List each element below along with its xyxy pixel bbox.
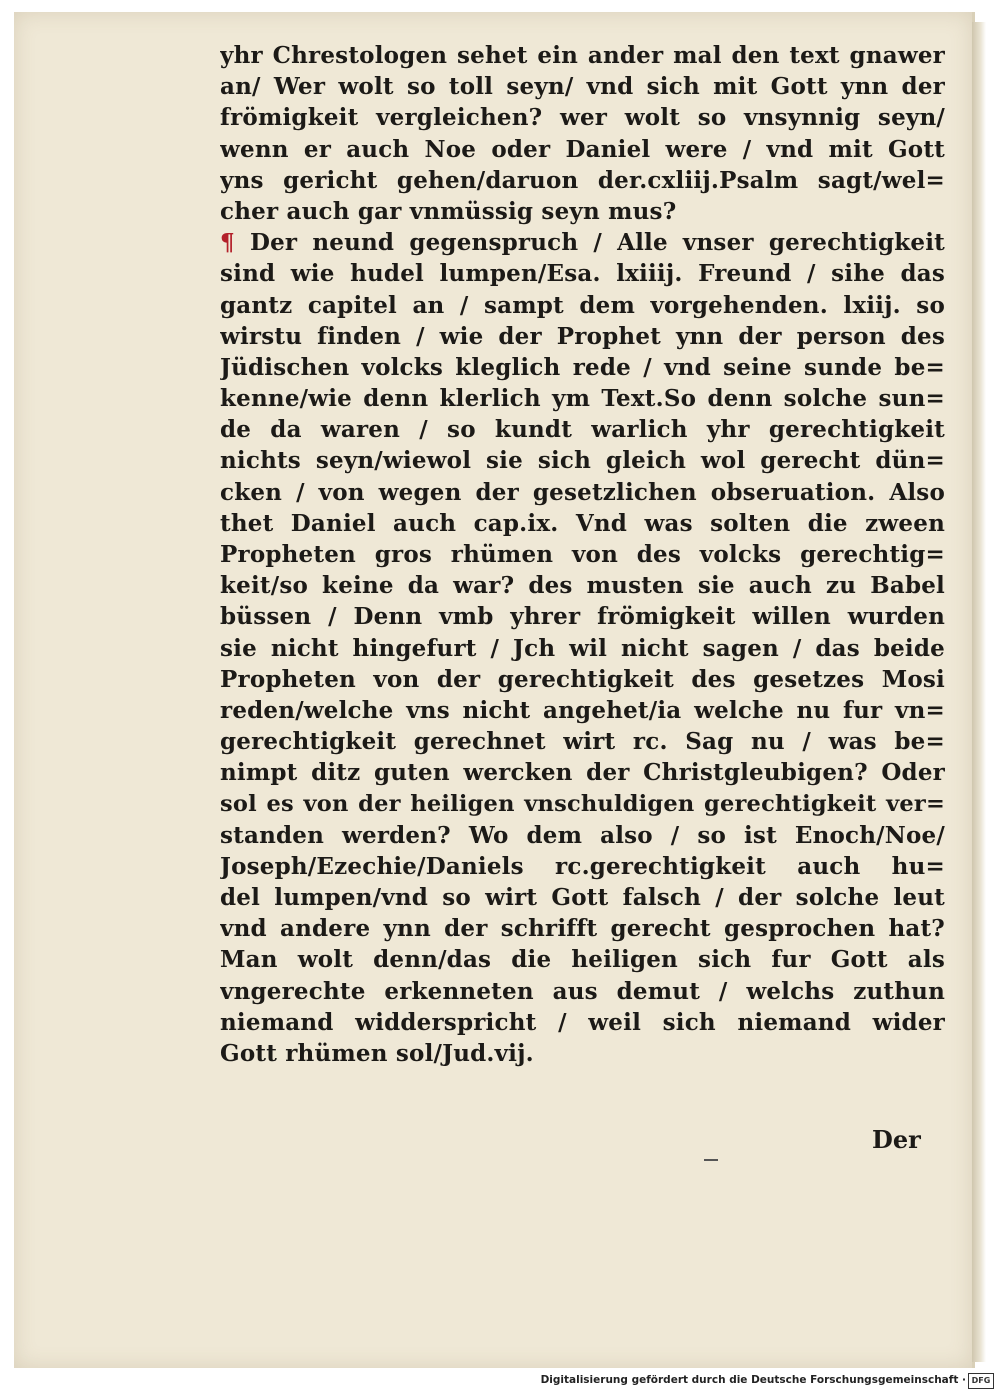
text-block [220, 40, 945, 1069]
text-line: kenne/wie denn klerlich ym Text.So denn solche sun= [220, 385, 945, 413]
text-line: vnd andere ynn der schrifft gerecht gesprochen hat? [220, 915, 945, 943]
text-line: wirstu finden / wie der Prophet ynn der person des [220, 322, 945, 350]
text-line: niemand widderspricht / weil sich niemand wider [220, 1008, 945, 1036]
text-line: yns gericht gehen/daruon der.cxliij.Psalm sagt/wel= [220, 166, 945, 194]
text-line: keit/so keine da war? des musten sie auch zu Babel [220, 572, 945, 600]
text-line: reden/welche vns nicht angehet/ia welche nu fur vn= [220, 696, 945, 724]
text-line: yhr Chrestologen sehet ein ander mal den text gnawer [220, 42, 945, 69]
footer-credit: Digitalisierung gefördert durch die Deutsche Forschungsgemeinschaft · [540, 1374, 966, 1386]
text-line: nimpt ditz guten wercken der Christgleubigen? Oder [220, 759, 945, 787]
text-line: Propheten von der gerechtigkeit des gesetzes Mosi [220, 665, 945, 693]
text-line: Propheten gros rhümen von des volcks gerechtig= [220, 541, 945, 568]
text-line: wenn er auch Noe oder Daniel were / vnd mit Gott [220, 135, 945, 163]
text-line: Man wolt denn/das die heiligen sich fur Gott als [220, 946, 945, 974]
text-line: thet Daniel auch cap.ix. Vnd was solten die zween [220, 509, 945, 537]
text-line: standen werden? Wo dem also / so ist Enoch/Noe/ [220, 821, 945, 849]
paragraph-line-text: Der neund gegenspruch / Alle vnser gerechtigkeit [249, 229, 945, 257]
text-line: cken / von wegen der gesetzlichen obseruation. Also [220, 478, 945, 506]
text-line: büssen / Denn vmb yhrer frömigkeit willen wurden [220, 603, 945, 631]
text-line: sol es von der heiligen vnschuldigen gerechtigkeit ver= [220, 790, 945, 817]
text-line: cher auch gar vnmüssig seyn mus? [220, 197, 677, 225]
page-edge [972, 22, 986, 1362]
paragraph-line [220, 227, 945, 258]
pilcrow-icon: ¶ [220, 229, 250, 257]
text-line: del lumpen/vnd so wirt Gott falsch / der solche leut [220, 884, 945, 912]
text-line: sind wie hudel lumpen/Esa. lxiiij. Freund / sihe das [220, 260, 945, 288]
text-line: frömigkeit vergleichen? wer wolt so vnsynnig seyn/ [220, 104, 945, 132]
text-line: sie nicht hingefurt / Jch wil nicht sagen / das beide [220, 634, 945, 662]
text-line: gerechtigkeit gerechnet wirt rc. Sag nu / was be= [220, 728, 945, 756]
ink-mark [704, 1159, 718, 1161]
text-line: Joseph/Ezechie/Daniels rc.gerechtigkeit auch hu= [220, 852, 945, 880]
text-line: de da waren / so kundt warlich yhr gerechtigkeit [220, 416, 945, 444]
text-line: gantz capitel an / sampt dem vorgehenden. lxiij. so [220, 291, 945, 319]
dfg-logo-icon: DFG [968, 1373, 994, 1389]
text-line: vngerechte erkenneten aus demut / welchs zuthun [220, 977, 945, 1005]
text-line: nichts seyn/wiewol sie sich gleich wol gerecht dün= [220, 447, 945, 475]
text-line: Jüdischen volcks kleglich rede / vnd seine sunde be= [220, 353, 945, 381]
text-line: an/ Wer wolt so toll seyn/ vnd sich mit Gott ynn der [220, 73, 945, 101]
catchword: Der [872, 1125, 921, 1154]
text-line: Gott rhümen sol/Jud.vij. [220, 1040, 534, 1067]
